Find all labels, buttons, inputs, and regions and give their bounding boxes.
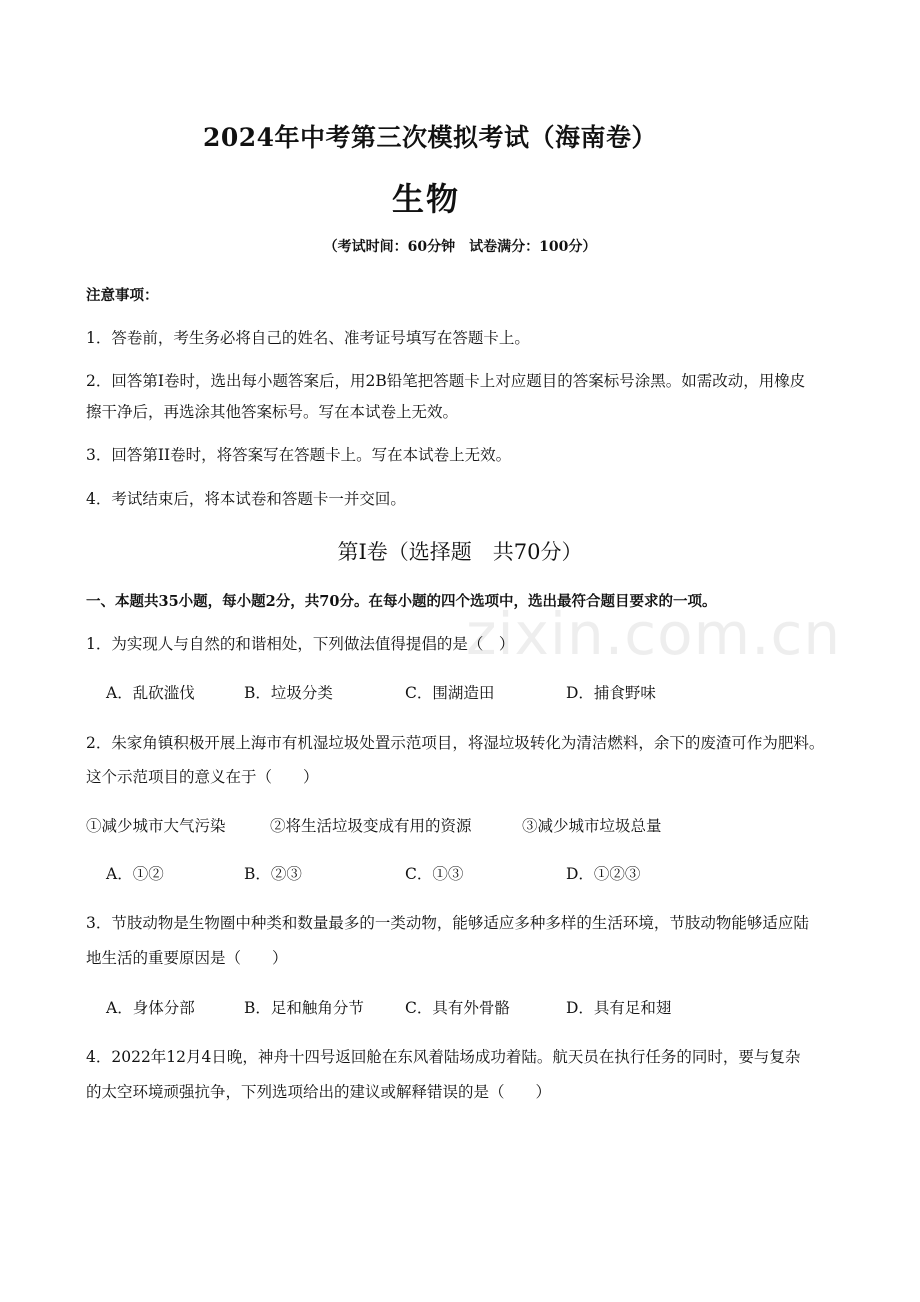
question-2-stem: 2．朱家角镇积极开展上海市有机湿垃圾处置示范项目，将湿垃圾转化为清洁燃料，余下的废渣可作为肥料。 — [86, 734, 825, 752]
question-3-stem-cont: 地生活的重要原因是（ ） — [86, 949, 288, 967]
q3-option-b: B．足和触角分节 — [244, 999, 364, 1017]
q2-statement-2: ②将生活垃圾变成有用的资源 — [270, 817, 472, 835]
q2-option-a: A．①② — [106, 865, 164, 883]
question-4-stem: 4．2022年12月4日晚，神舟十四号返回舱在东风着陆场成功着陆。航天员在执行任务的同时，要与复杂 — [86, 1048, 801, 1066]
notice-item-3: 3．回答第II卷时，将答案写在答题卡上。写在本试卷上无效。 — [86, 446, 512, 464]
notice-heading: 注意事项： — [86, 287, 159, 304]
question-3-stem: 3．节肢动物是生物圈中种类和数量最多的一类动物，能够适应多种多样的生活环境，节肢动物能够适应陆 — [86, 914, 809, 932]
notice-item-2-cont: 擦干净后，再选涂其他答案标号。写在本试卷上无效。 — [86, 403, 459, 421]
section-instruction: 一、本题共35小题，每小题2分，共70分。在每小题的四个选项中，选出最符合题目要求的一项。 — [86, 593, 717, 610]
q2-statement-1: ①减少城市大气污染 — [86, 817, 226, 835]
question-2-stem-cont: 这个示范项目的意义在于（ ） — [86, 768, 319, 786]
subject-title: 生物 — [391, 180, 460, 218]
q2-option-d: D．①②③ — [566, 865, 641, 883]
q3-option-c: C．具有外骨骼 — [405, 999, 510, 1017]
q1-option-c: C．围湖造田 — [405, 684, 495, 702]
notice-item-2: 2．回答第I卷时，选出每小题答案后，用2B铅笔把答题卡上对应题目的答案标号涂黑。如需改动，用橡皮 — [86, 372, 806, 390]
question-4-stem-cont: 的太空环境顽强抗争，下列选项给出的建议或解释错误的是（ ） — [86, 1083, 552, 1101]
q3-option-d: D．具有足和翅 — [566, 999, 672, 1017]
q3-option-a: A．身体分部 — [106, 999, 195, 1017]
question-1-stem: 1．为实现人与自然的和谐相处，下列做法值得提倡的是（ ） — [86, 635, 515, 653]
notice-item-1: 1．答卷前，考生务必将自己的姓名、准考证号填写在答题卡上。 — [86, 329, 530, 347]
q2-option-c: C．①③ — [405, 865, 464, 883]
q1-option-d: D．捕食野味 — [566, 684, 656, 702]
watermark: zixin.com.cn — [466, 600, 842, 668]
q2-option-b: B．②③ — [244, 865, 302, 883]
q1-option-b: B．垃圾分类 — [244, 684, 333, 702]
q1-option-a: A．乱砍滥伐 — [106, 684, 195, 702]
exam-title: 2024年中考第三次模拟考试（海南卷） — [202, 123, 658, 152]
exam-meta: （考试时间：60分钟 试卷满分：100分） — [323, 239, 597, 255]
q2-statement-3: ③减少城市垃圾总量 — [522, 817, 662, 835]
part-one-title: 第I卷（选择题 共70分） — [337, 540, 583, 564]
notice-item-4: 4．考试结束后，将本试卷和答题卡一并交回。 — [86, 490, 406, 508]
